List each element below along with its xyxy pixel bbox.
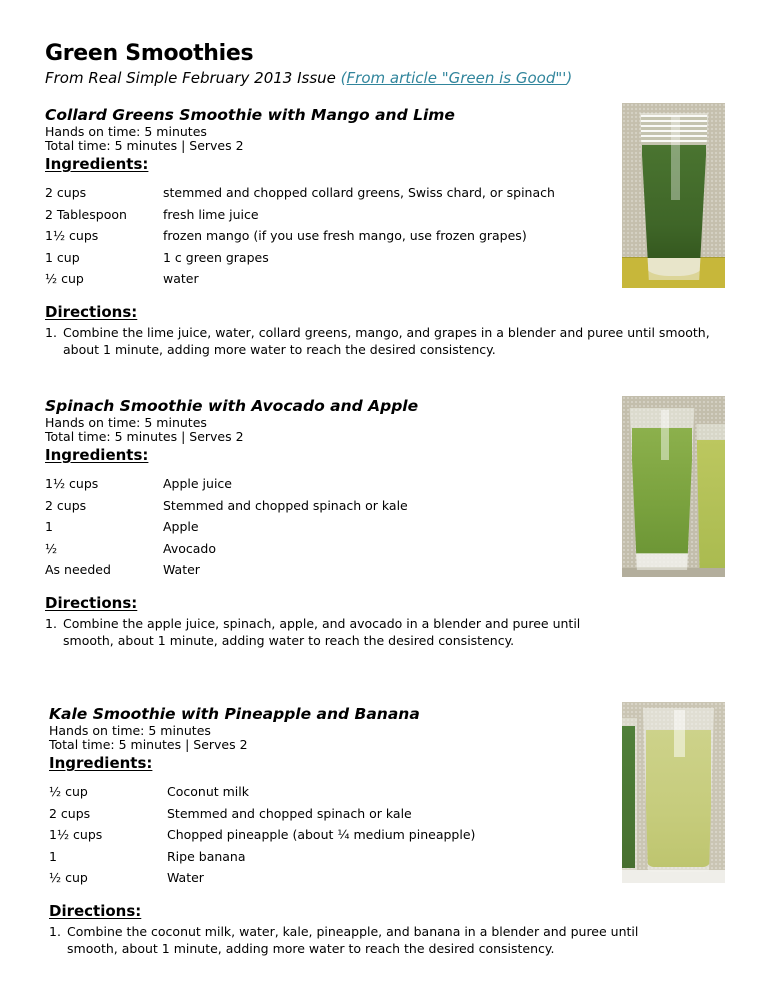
recipe-title: Collard Greens Smoothie with Mango and Lime	[45, 106, 455, 124]
direction-text: Combine the apple juice, spinach, apple, and avocado in a blender and puree until smooth, about 1 minute, adding water to reach the desired consistency.	[63, 615, 581, 648]
ingredients-heading: Ingredients:	[45, 155, 149, 173]
total-time-serves: Total time: 5 minutes | Serves 2	[45, 138, 244, 153]
ingredient-item: Avocado	[163, 540, 216, 556]
ingredient-item: frozen mango (if you use fresh mango, use frozen grapes)	[163, 228, 527, 243]
collard-smoothie-photo	[622, 103, 725, 288]
glass-highlight	[674, 710, 685, 757]
smoothie-glass	[629, 408, 695, 570]
page-subtitle	[45, 69, 725, 87]
directions-heading: Directions:	[45, 302, 138, 321]
ingredient-qty: 1	[49, 848, 57, 864]
ingredient-item: fresh lime juice	[163, 206, 259, 222]
ingredient-qty: 2 cups	[45, 185, 87, 200]
direction-step	[45, 615, 745, 650]
glass-base	[635, 553, 689, 567]
ingredient-qty: 1½ cups	[45, 476, 99, 491]
ingredient-qty: ½ cup	[49, 870, 88, 885]
smoothie-fill	[697, 440, 725, 568]
direction-number: 1.	[45, 324, 57, 340]
ingredient-qty: 2 cups	[49, 805, 91, 821]
smoothie-fill	[622, 726, 635, 868]
document-header	[45, 41, 725, 87]
left-glass	[622, 718, 637, 871]
ingredient-qty: 1	[45, 519, 53, 534]
ingredient-qty: ½ cup	[49, 784, 88, 799]
subtitle-prefix: From Real Simple February 2013 Issue	[45, 69, 341, 87]
ingredient-item: Coconut milk	[167, 784, 249, 799]
ingredients-heading: Ingredients:	[49, 754, 153, 772]
ingredient-item: Apple	[163, 519, 199, 534]
ingredient-item: Water	[163, 562, 200, 577]
total-time-serves: Total time: 5 minutes | Serves 2	[49, 737, 248, 752]
direction-step	[45, 324, 745, 359]
direction-step	[49, 923, 749, 958]
kale-smoothie-photo	[622, 702, 725, 883]
spinach-smoothie-photo	[622, 396, 725, 577]
ingredients-heading: Ingredients:	[45, 446, 149, 464]
glass-highlight	[671, 116, 680, 200]
smoothie-glass	[639, 113, 709, 280]
direction-number: 1.	[49, 923, 61, 939]
ingredient-item: stemmed and chopped collard greens, Swiss chard, or spinach	[163, 185, 555, 200]
ingredient-qty: 1½ cups	[49, 827, 103, 842]
ingredient-item: Chopped pineapple (about ¼ medium pineapple)	[167, 827, 476, 842]
smoothie-glass	[643, 708, 714, 872]
ingredient-qty: 1½ cups	[45, 228, 99, 243]
subtitle-paren-close: )	[566, 69, 573, 87]
ingredient-qty: As needed	[45, 562, 111, 577]
ingredient-item: Ripe banana	[167, 848, 246, 864]
directions-heading: Directions:	[49, 901, 142, 920]
ingredient-qty: 1 cup	[45, 249, 80, 265]
directions-heading: Directions:	[45, 593, 138, 612]
ingredient-item: Water	[167, 870, 204, 885]
page-title: Green Smoothies	[45, 41, 254, 66]
ingredient-qty: 2 Tablespoon	[45, 206, 127, 222]
glass-base	[645, 258, 703, 276]
ingredient-qty: ½	[45, 540, 58, 556]
glass-highlight	[661, 410, 669, 460]
article-link[interactable]: From article "Green is Good"'	[346, 69, 567, 87]
ingredient-item: 1 c green grapes	[163, 249, 269, 265]
ingredient-qty: ½ cup	[45, 271, 84, 286]
total-time-serves: Total time: 5 minutes | Serves 2	[45, 429, 244, 444]
ingredient-item: Stemmed and chopped spinach or kale	[167, 805, 412, 821]
hands-on-time: Hands on time: 5 minutes	[45, 124, 207, 139]
subtitle-paren-open: (	[340, 69, 347, 87]
direction-number: 1.	[45, 615, 57, 631]
ingredient-item: Apple juice	[163, 476, 232, 491]
hands-on-time: Hands on time: 5 minutes	[49, 723, 211, 738]
recipe-title: Kale Smoothie with Pineapple and Banana	[49, 705, 420, 723]
ingredient-item: Stemmed and chopped spinach or kale	[163, 497, 408, 513]
direction-text: Combine the lime juice, water, collard greens, mango, and grapes in a blender and puree until smooth, about 1 minute, adding more water to reach the desired consistency.	[63, 324, 710, 357]
recipe-title: Spinach Smoothie with Avocado and Apple	[45, 397, 419, 415]
hands-on-time: Hands on time: 5 minutes	[45, 415, 207, 430]
ingredient-item: water	[163, 271, 199, 286]
ingredient-qty: 2 cups	[45, 497, 87, 513]
direction-text: Combine the coconut milk, water, kale, pineapple, and banana in a blender and puree until smooth, about 1 minute, adding more water to reach the desired consistency.	[67, 923, 639, 956]
